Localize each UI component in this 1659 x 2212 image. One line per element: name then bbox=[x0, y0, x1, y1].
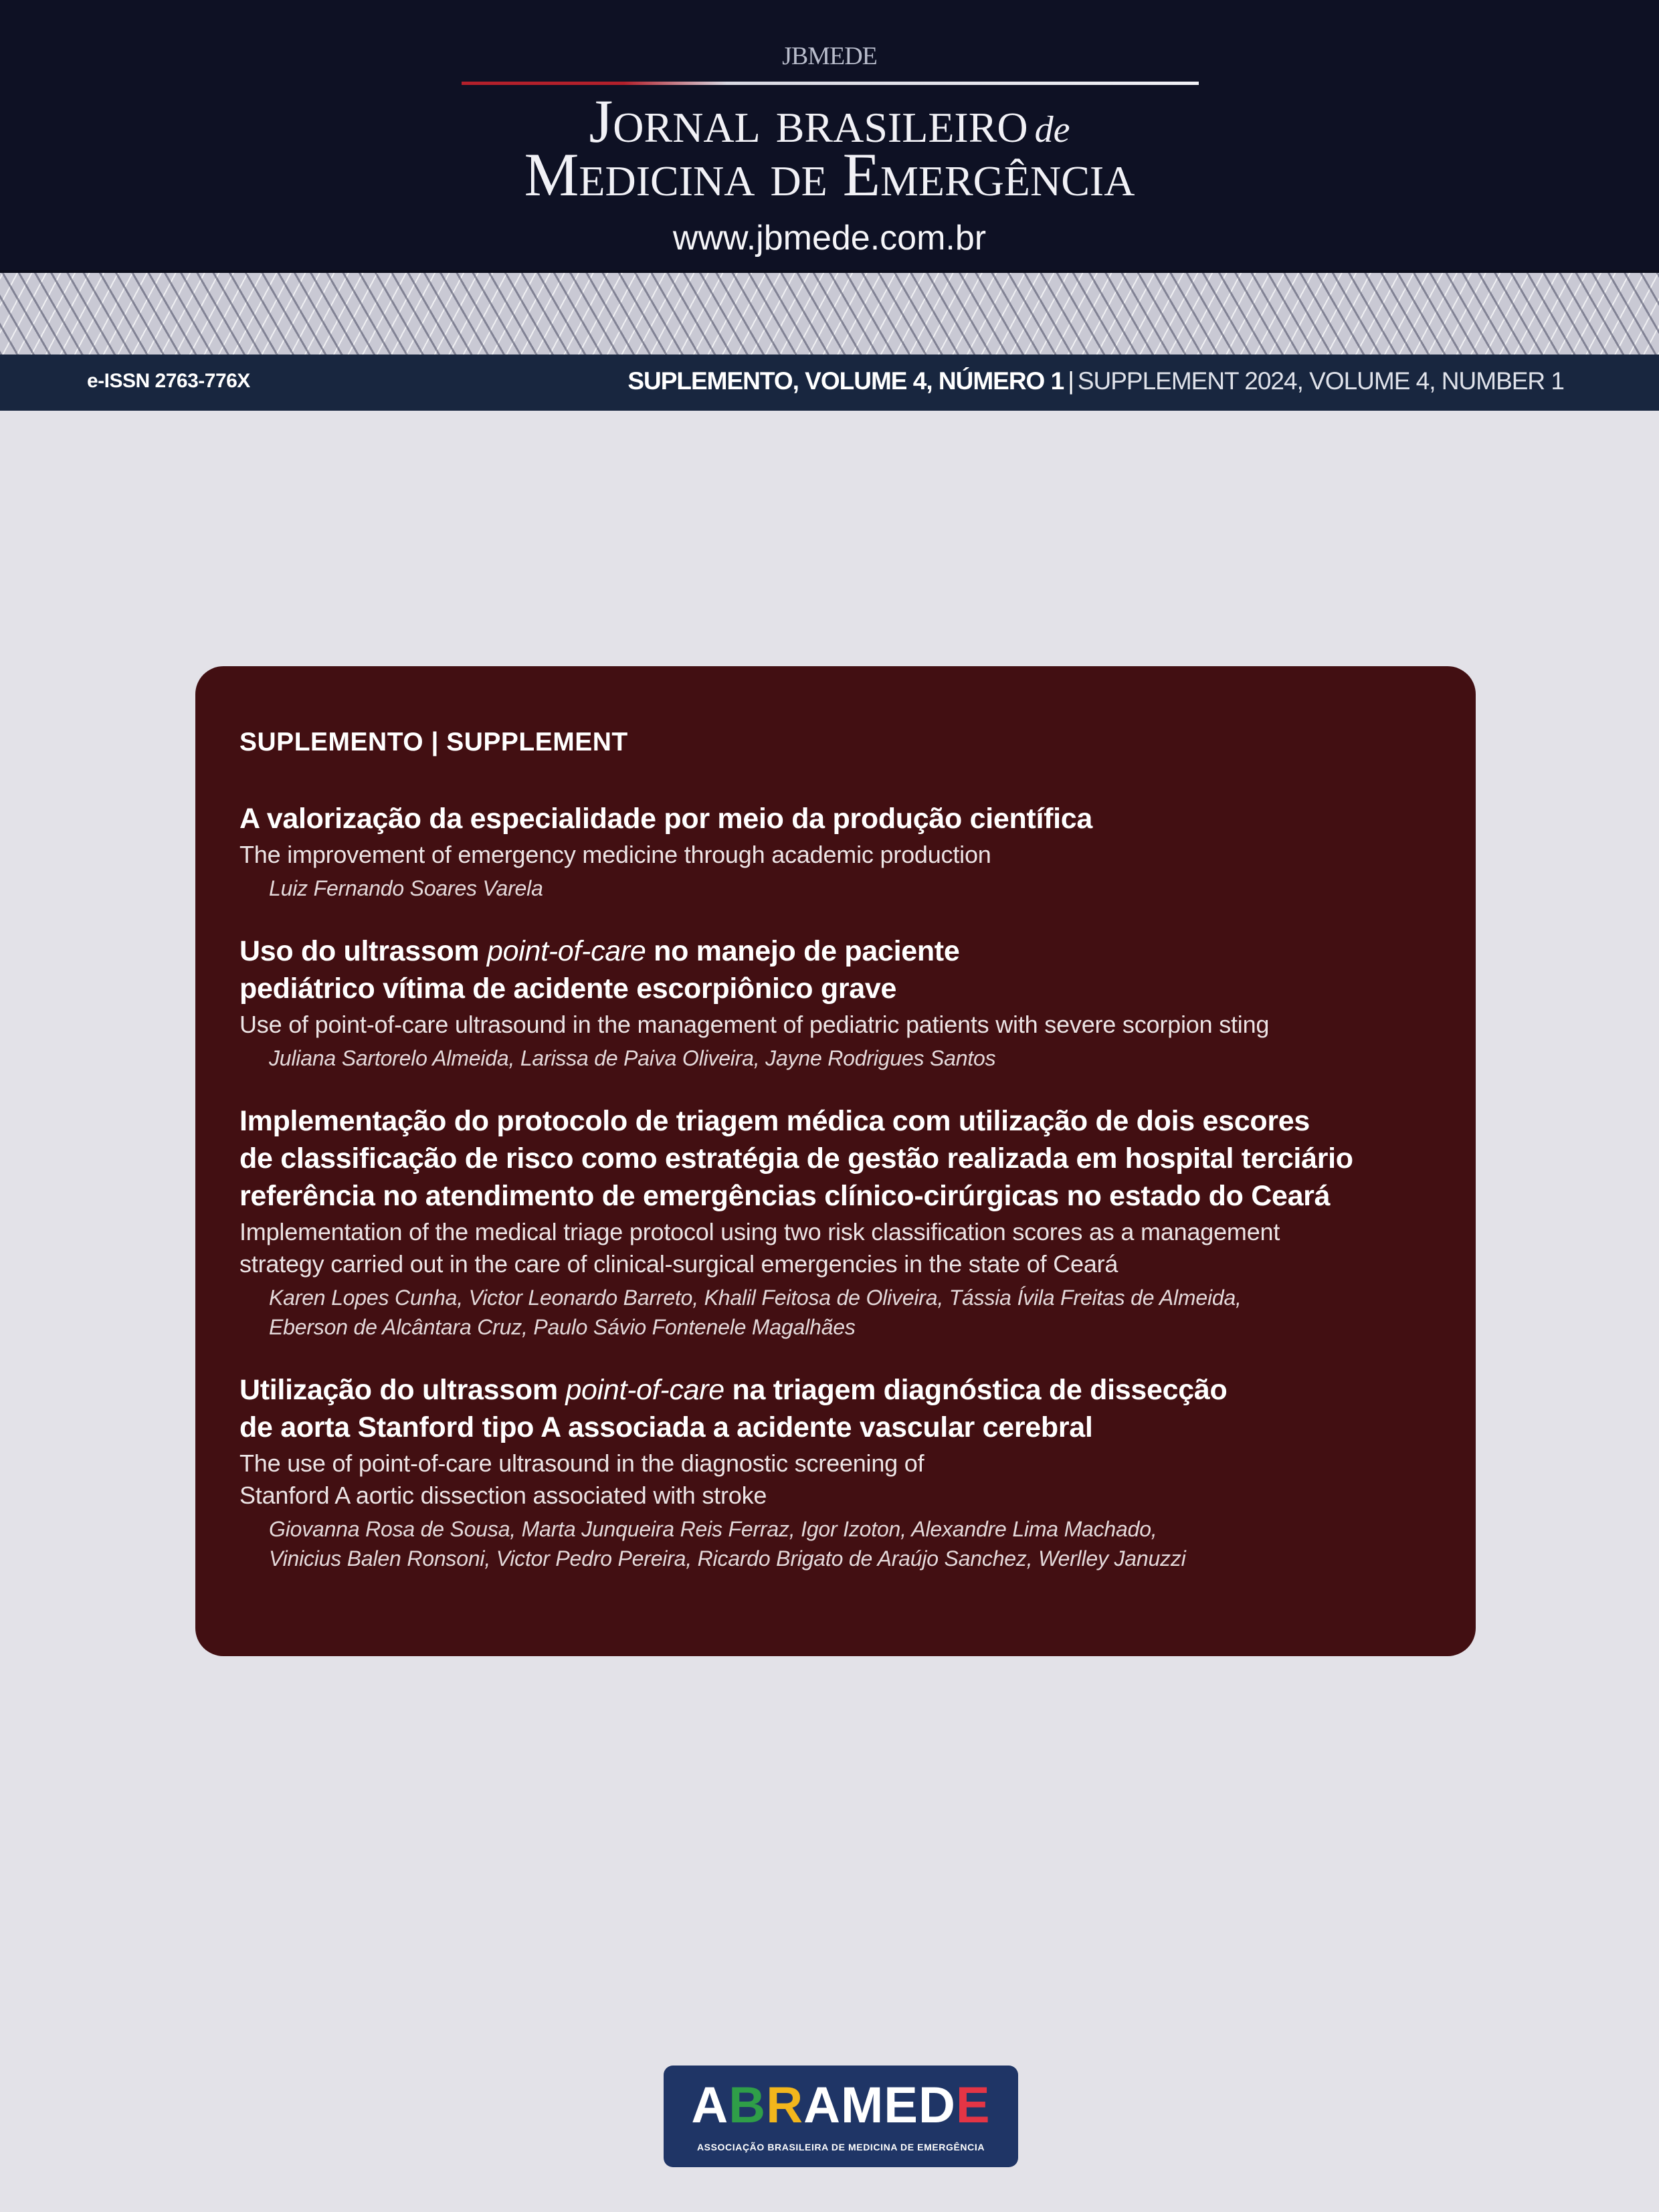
article-title-pt-line2: de classificação de risco como estratégia de gestão realizada em hospital terciário bbox=[239, 1142, 1353, 1175]
article-authors-line2: Vinicius Balen Ronsoni, Victor Pedro Pereira, Ricardo Brigato de Araújo Sanchez, Werlley Januzzi bbox=[269, 1546, 1186, 1571]
masthead bbox=[0, 0, 1659, 270]
article-title-part: no manejo de paciente bbox=[646, 935, 960, 967]
article-title-pt-line3: referência no atendimento de emergências clínico-cirúrgicas no estado do Ceará bbox=[239, 1180, 1331, 1212]
article-item[interactable] bbox=[239, 800, 1432, 903]
logo-letter: E bbox=[955, 2077, 991, 2134]
article-title-en-line1: Implementation of the medical triage protocol using two risk classification scores as a management bbox=[239, 1218, 1280, 1245]
article-authors-line1: Giovanna Rosa de Sousa, Marta Junqueira Reis Ferraz, Igor Izoton, Alexandre Lima Machado, bbox=[269, 1517, 1157, 1541]
issue-label bbox=[627, 367, 1564, 395]
article-title-italic: point-of-care bbox=[565, 1374, 724, 1406]
article-title-part: Uso do ultrassom bbox=[239, 935, 488, 967]
article-authors-line1: Karen Lopes Cunha, Victor Leonardo Barreto, Khalil Feitosa de Oliveira, Tássia Ívila Freitas de Almeida, bbox=[269, 1286, 1242, 1310]
abramede-wordmark bbox=[664, 2077, 1018, 2134]
masthead-rule bbox=[462, 82, 1199, 85]
article-title-en-line1: The use of point-of-care ultrasound in the diagnostic screening of bbox=[239, 1449, 924, 1477]
article-item[interactable] bbox=[239, 932, 1432, 1073]
logo-letter: B bbox=[728, 2077, 767, 2134]
article-title-pt-line1: Implementação do protocolo de triagem médica com utilização de dois escores bbox=[239, 1105, 1310, 1137]
article-title-en: Use of point-of-care ultrasound in the management of pediatric patients with severe scorpion sting bbox=[239, 1011, 1270, 1038]
article-title-pt-line2: pediátrico vítima de acidente escorpiônico grave bbox=[239, 973, 897, 1005]
issn-label: e-ISSN 2763-776X bbox=[87, 370, 250, 392]
article-title-en-line2: strategy carried out in the care of clinical-surgical emergencies in the state of Ceará bbox=[239, 1250, 1118, 1278]
logo-letter: A bbox=[691, 2077, 729, 2134]
journal-abbreviation: JBMEDE bbox=[782, 42, 877, 70]
article-authors-line2: Eberson de Alcântara Cruz, Paulo Sávio Fontenele Magalhães bbox=[269, 1315, 856, 1339]
article-title-pt bbox=[239, 932, 1432, 970]
journal-title-text: Jornal brasileiro bbox=[589, 87, 1028, 155]
journal-title-line2: Medicina de Emergência bbox=[524, 140, 1135, 209]
article-title-pt bbox=[239, 1371, 1432, 1409]
journal-website-link[interactable]: www.jbmede.com.br bbox=[672, 219, 987, 258]
decorative-pattern-band bbox=[0, 270, 1659, 355]
article-title-en-line2: Stanford A aortic dissection associated with stroke bbox=[239, 1482, 767, 1509]
article-title-pt: A valorização da especialidade por meio da produção científica bbox=[239, 803, 1092, 835]
article-title-italic: point-of-care bbox=[487, 935, 646, 967]
issue-separator: | bbox=[1068, 367, 1074, 395]
logo-letter: R bbox=[766, 2077, 804, 2134]
article-authors: Luiz Fernando Soares Varela bbox=[269, 876, 543, 900]
logo-letter: E bbox=[884, 2077, 918, 2134]
logo-letter: A bbox=[803, 2077, 841, 2134]
issue-pt: SUPLEMENTO, VOLUME 4, NÚMERO 1 bbox=[627, 367, 1064, 395]
abramede-logo[interactable] bbox=[664, 2066, 1018, 2167]
issue-en: SUPPLEMENT 2024, VOLUME 4, NUMBER 1 bbox=[1077, 367, 1564, 395]
article-item[interactable] bbox=[239, 1102, 1432, 1342]
logo-letter: M bbox=[840, 2077, 884, 2134]
article-title-pt-line2: de aorta Stanford tipo A associada a acidente vascular cerebral bbox=[239, 1411, 1093, 1443]
supplement-panel bbox=[195, 666, 1476, 1656]
issue-info-bar bbox=[0, 355, 1659, 411]
article-item[interactable] bbox=[239, 1371, 1432, 1573]
article-title-part: Utilização do ultrassom bbox=[239, 1374, 566, 1406]
panel-heading: SUPLEMENTO | SUPPLEMENT bbox=[239, 728, 628, 757]
article-title-part: na triagem diagnóstica de dissecção bbox=[724, 1374, 1228, 1406]
abramede-subtitle: ASSOCIAÇÃO BRASILEIRA DE MEDICINA DE EMERGÊNCIA bbox=[696, 2142, 985, 2152]
logo-letter: D bbox=[918, 2077, 956, 2134]
journal-title-de: de bbox=[1034, 109, 1070, 150]
article-authors: Juliana Sartorelo Almeida, Larissa de Paiva Oliveira, Jayne Rodrigues Santos bbox=[269, 1046, 996, 1070]
article-title-en: The improvement of emergency medicine through academic production bbox=[239, 841, 991, 868]
